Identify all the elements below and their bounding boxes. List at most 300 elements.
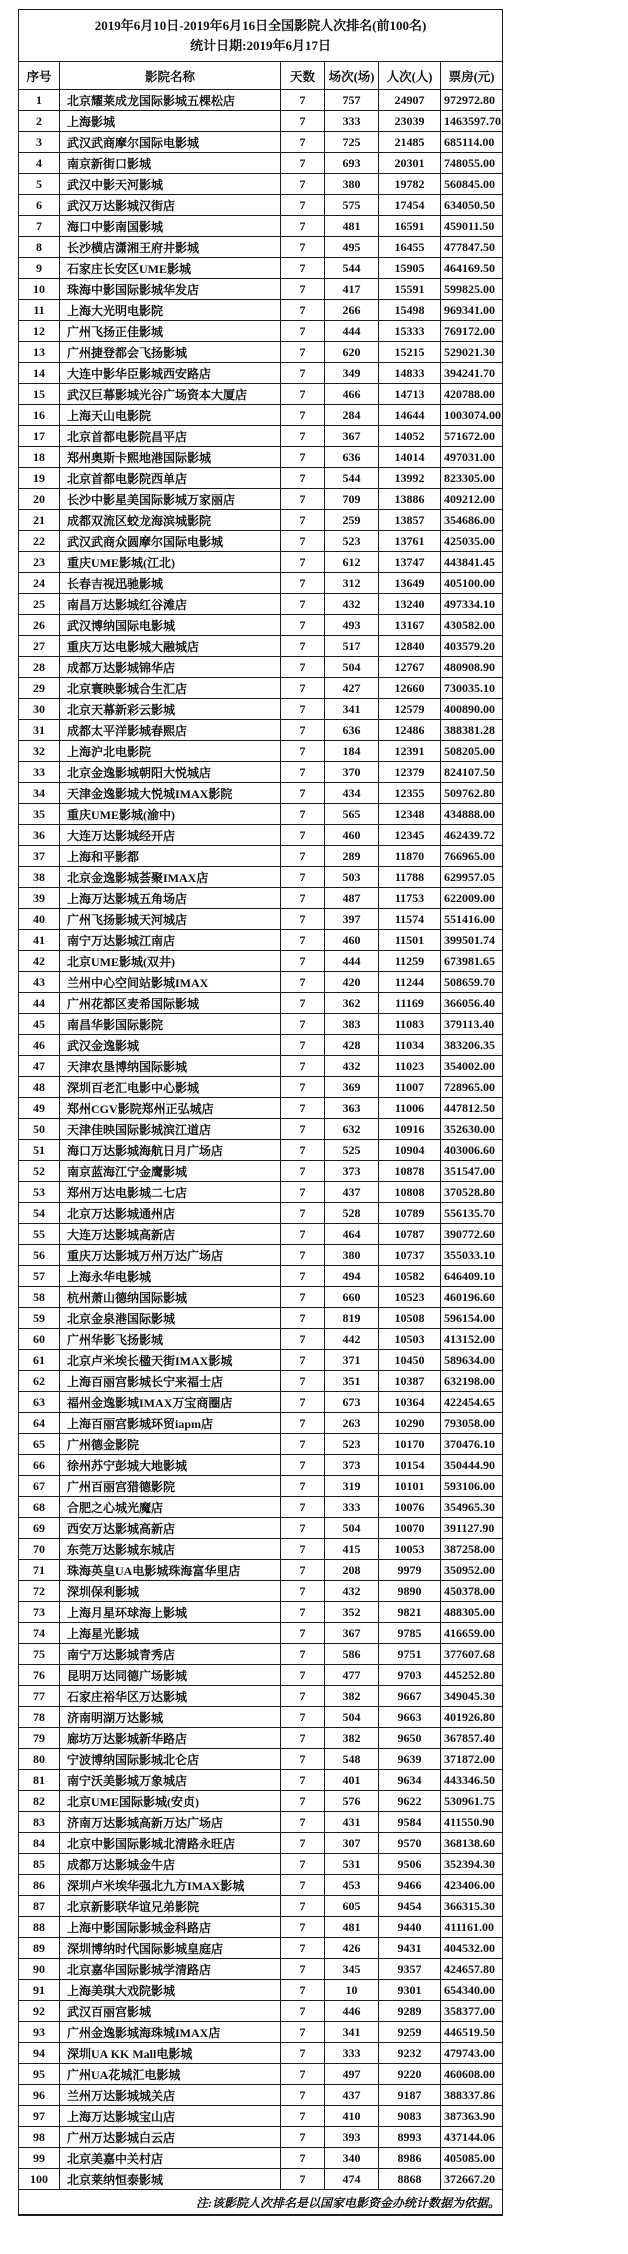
cell-sessions: 431 bbox=[325, 1812, 379, 1833]
cell-name: 广州德金影院 bbox=[60, 1434, 281, 1455]
header-cinema-name: 影院名称 bbox=[60, 62, 281, 90]
table-row bbox=[19, 1203, 503, 1224]
cell-sessions: 426 bbox=[325, 1938, 379, 1959]
cell-boxoffice: 972972.80 bbox=[441, 90, 503, 111]
cell-attendance: 9890 bbox=[379, 1581, 441, 1602]
cell-boxoffice: 460608.00 bbox=[441, 2064, 503, 2085]
cell-rank: 69 bbox=[19, 1518, 60, 1539]
cell-name: 成都太平洋影城春熙店 bbox=[60, 720, 281, 741]
cell-days: 7 bbox=[281, 1392, 325, 1413]
cell-days: 7 bbox=[281, 2106, 325, 2127]
cell-sessions: 477 bbox=[325, 1665, 379, 1686]
cell-boxoffice: 728965.00 bbox=[441, 1077, 503, 1098]
cell-name: 合肥之心城光魔店 bbox=[60, 1497, 281, 1518]
cell-days: 7 bbox=[281, 1203, 325, 1224]
cell-name: 北京万达影城通州店 bbox=[60, 1203, 281, 1224]
table-row bbox=[19, 1434, 503, 1455]
cell-days: 7 bbox=[281, 510, 325, 531]
table-row bbox=[19, 90, 503, 111]
cell-name: 成都双流区蛟龙海滨城影院 bbox=[60, 510, 281, 531]
cell-days: 7 bbox=[281, 1329, 325, 1350]
cell-attendance: 10508 bbox=[379, 1308, 441, 1329]
table-row bbox=[19, 1539, 503, 1560]
header-rank: 序号 bbox=[19, 62, 60, 90]
cell-rank: 41 bbox=[19, 930, 60, 951]
table-row bbox=[19, 2043, 503, 2064]
cell-boxoffice: 400890.00 bbox=[441, 699, 503, 720]
cell-days: 7 bbox=[281, 279, 325, 300]
cell-rank: 67 bbox=[19, 1476, 60, 1497]
table-row bbox=[19, 363, 503, 384]
cell-sessions: 620 bbox=[325, 342, 379, 363]
cell-name: 广州UA花城汇电影城 bbox=[60, 2064, 281, 2085]
cell-days: 7 bbox=[281, 804, 325, 825]
cell-name: 海口万达影城海航日月广场店 bbox=[60, 1140, 281, 1161]
cell-rank: 37 bbox=[19, 846, 60, 867]
cell-attendance: 12840 bbox=[379, 636, 441, 657]
cell-name: 北京美嘉中关村店 bbox=[60, 2148, 281, 2169]
cell-attendance: 10053 bbox=[379, 1539, 441, 1560]
cell-attendance: 10387 bbox=[379, 1371, 441, 1392]
cell-boxoffice: 387258.00 bbox=[441, 1539, 503, 1560]
cell-sessions: 531 bbox=[325, 1854, 379, 1875]
cell-sessions: 367 bbox=[325, 1623, 379, 1644]
cell-attendance: 12345 bbox=[379, 825, 441, 846]
cell-rank: 85 bbox=[19, 1854, 60, 1875]
cell-name: 郑州奥斯卡熙地港国际影城 bbox=[60, 447, 281, 468]
cell-attendance: 9650 bbox=[379, 1728, 441, 1749]
cell-rank: 95 bbox=[19, 2064, 60, 2085]
cell-sessions: 636 bbox=[325, 720, 379, 741]
cell-sessions: 410 bbox=[325, 2106, 379, 2127]
table-row bbox=[19, 846, 503, 867]
cell-sessions: 434 bbox=[325, 783, 379, 804]
cell-days: 7 bbox=[281, 909, 325, 930]
cell-boxoffice: 370476.10 bbox=[441, 1434, 503, 1455]
cell-days: 7 bbox=[281, 111, 325, 132]
cell-sessions: 312 bbox=[325, 573, 379, 594]
cell-attendance: 9454 bbox=[379, 1896, 441, 1917]
cell-rank: 88 bbox=[19, 1917, 60, 1938]
cell-sessions: 709 bbox=[325, 489, 379, 510]
cell-boxoffice: 634050.50 bbox=[441, 195, 503, 216]
cell-attendance: 9466 bbox=[379, 1875, 441, 1896]
cell-sessions: 432 bbox=[325, 1056, 379, 1077]
cell-attendance: 9232 bbox=[379, 2043, 441, 2064]
cell-days: 7 bbox=[281, 741, 325, 762]
cell-sessions: 525 bbox=[325, 1140, 379, 1161]
cell-boxoffice: 424657.80 bbox=[441, 1959, 503, 1980]
cell-rank: 76 bbox=[19, 1665, 60, 1686]
table-row bbox=[19, 216, 503, 237]
cell-name: 上海月星环球海上影城 bbox=[60, 1602, 281, 1623]
cell-name: 福州金逸影城IMAX万宝商圈店 bbox=[60, 1392, 281, 1413]
cell-boxoffice: 447812.50 bbox=[441, 1098, 503, 1119]
cell-attendance: 9083 bbox=[379, 2106, 441, 2127]
cell-rank: 30 bbox=[19, 699, 60, 720]
table-row bbox=[19, 783, 503, 804]
cell-name: 成都万达影城锦华店 bbox=[60, 657, 281, 678]
cell-days: 7 bbox=[281, 2043, 325, 2064]
cell-name: 北京中影国际影城北清路永旺店 bbox=[60, 1833, 281, 1854]
cell-boxoffice: 824107.50 bbox=[441, 762, 503, 783]
cell-attendance: 9357 bbox=[379, 1959, 441, 1980]
table-row bbox=[19, 573, 503, 594]
cell-days: 7 bbox=[281, 678, 325, 699]
cell-days: 7 bbox=[281, 1875, 325, 1896]
table-row bbox=[19, 1707, 503, 1728]
cell-attendance: 8868 bbox=[379, 2169, 441, 2190]
cell-rank: 61 bbox=[19, 1350, 60, 1371]
table-row bbox=[19, 1833, 503, 1854]
cell-attendance: 14644 bbox=[379, 405, 441, 426]
cell-rank: 15 bbox=[19, 384, 60, 405]
table-row bbox=[19, 426, 503, 447]
cell-name: 重庆万达影城万州万达广场店 bbox=[60, 1245, 281, 1266]
cell-days: 7 bbox=[281, 825, 325, 846]
cell-attendance: 11501 bbox=[379, 930, 441, 951]
cell-name: 南宁沃美影城万象城店 bbox=[60, 1770, 281, 1791]
header-days: 天数 bbox=[281, 62, 325, 90]
cell-rank: 90 bbox=[19, 1959, 60, 1980]
cell-name: 深圳百老汇电影中心影城 bbox=[60, 1077, 281, 1098]
cell-name: 广州飞扬正佳影城 bbox=[60, 321, 281, 342]
cell-days: 7 bbox=[281, 1539, 325, 1560]
cell-boxoffice: 1463597.70 bbox=[441, 111, 503, 132]
table-row bbox=[19, 237, 503, 258]
cell-boxoffice: 464169.50 bbox=[441, 258, 503, 279]
cell-sessions: 380 bbox=[325, 1245, 379, 1266]
cell-attendance: 9570 bbox=[379, 1833, 441, 1854]
cell-name: 上海大光明电影院 bbox=[60, 300, 281, 321]
cell-name: 上海中影国际影城金科路店 bbox=[60, 1917, 281, 1938]
table-row bbox=[19, 489, 503, 510]
cell-attendance: 9289 bbox=[379, 2001, 441, 2022]
cell-attendance: 12579 bbox=[379, 699, 441, 720]
cell-name: 广州百丽宫猎德影院 bbox=[60, 1476, 281, 1497]
cell-attendance: 10878 bbox=[379, 1161, 441, 1182]
cell-rank: 43 bbox=[19, 972, 60, 993]
cell-attendance: 12391 bbox=[379, 741, 441, 762]
cell-sessions: 632 bbox=[325, 1119, 379, 1140]
cell-name: 北京寰映影城合生汇店 bbox=[60, 678, 281, 699]
cell-name: 郑州万达电影城二七店 bbox=[60, 1182, 281, 1203]
table-body bbox=[19, 90, 503, 2190]
cell-attendance: 10070 bbox=[379, 1518, 441, 1539]
cell-sessions: 266 bbox=[325, 300, 379, 321]
table-row bbox=[19, 2127, 503, 2148]
cell-sessions: 345 bbox=[325, 1959, 379, 1980]
cell-boxoffice: 370528.80 bbox=[441, 1182, 503, 1203]
cell-attendance: 12660 bbox=[379, 678, 441, 699]
table-row bbox=[19, 1497, 503, 1518]
cell-boxoffice: 367857.40 bbox=[441, 1728, 503, 1749]
cell-name: 南昌华影国际影院 bbox=[60, 1014, 281, 1035]
cell-rank: 4 bbox=[19, 153, 60, 174]
cell-days: 7 bbox=[281, 531, 325, 552]
cell-days: 7 bbox=[281, 468, 325, 489]
table-row bbox=[19, 468, 503, 489]
cell-boxoffice: 459011.50 bbox=[441, 216, 503, 237]
cell-name: 深圳UA KK Mall电影城 bbox=[60, 2043, 281, 2064]
footer-row bbox=[19, 2190, 503, 2216]
cell-days: 7 bbox=[281, 1098, 325, 1119]
cell-boxoffice: 596154.00 bbox=[441, 1308, 503, 1329]
cell-days: 7 bbox=[281, 720, 325, 741]
table-row bbox=[19, 405, 503, 426]
cell-boxoffice: 349045.30 bbox=[441, 1686, 503, 1707]
cell-days: 7 bbox=[281, 174, 325, 195]
cell-name: 海口中影南国影城 bbox=[60, 216, 281, 237]
cell-sessions: 382 bbox=[325, 1728, 379, 1749]
cell-attendance: 9220 bbox=[379, 2064, 441, 2085]
cell-rank: 98 bbox=[19, 2127, 60, 2148]
cell-name: 武汉博纳国际电影城 bbox=[60, 615, 281, 636]
cell-name: 深圳博纳时代国际影城皇庭店 bbox=[60, 1938, 281, 1959]
cell-rank: 16 bbox=[19, 405, 60, 426]
cell-attendance: 17454 bbox=[379, 195, 441, 216]
cell-attendance: 10364 bbox=[379, 1392, 441, 1413]
cell-name: 济南万达影城高新万达广场店 bbox=[60, 1812, 281, 1833]
cell-boxoffice: 462439.72 bbox=[441, 825, 503, 846]
cell-rank: 82 bbox=[19, 1791, 60, 1812]
cell-name: 上海百丽宫影城环贸iapm店 bbox=[60, 1413, 281, 1434]
cell-attendance: 8986 bbox=[379, 2148, 441, 2169]
cell-sessions: 349 bbox=[325, 363, 379, 384]
cell-attendance: 16455 bbox=[379, 237, 441, 258]
cell-boxoffice: 654340.00 bbox=[441, 1980, 503, 2001]
table-row bbox=[19, 1308, 503, 1329]
cell-sessions: 333 bbox=[325, 1497, 379, 1518]
cell-sessions: 319 bbox=[325, 1476, 379, 1497]
cell-attendance: 10170 bbox=[379, 1434, 441, 1455]
cell-sessions: 369 bbox=[325, 1077, 379, 1098]
table-row bbox=[19, 447, 503, 468]
cell-attendance: 11753 bbox=[379, 888, 441, 909]
cell-attendance: 11007 bbox=[379, 1077, 441, 1098]
cell-rank: 44 bbox=[19, 993, 60, 1014]
cell-boxoffice: 443346.50 bbox=[441, 1770, 503, 1791]
title-line2: 统计日期:2019年6月17日 bbox=[190, 37, 331, 53]
cell-name: 深圳卢米埃华强北九方IMAX影城 bbox=[60, 1875, 281, 1896]
cell-rank: 65 bbox=[19, 1434, 60, 1455]
table-row bbox=[19, 1014, 503, 1035]
cell-name: 广州万达影城白云店 bbox=[60, 2127, 281, 2148]
cell-sessions: 340 bbox=[325, 2148, 379, 2169]
cell-boxoffice: 793058.00 bbox=[441, 1413, 503, 1434]
cell-attendance: 14052 bbox=[379, 426, 441, 447]
cell-sessions: 453 bbox=[325, 1875, 379, 1896]
cell-attendance: 9506 bbox=[379, 1854, 441, 1875]
cell-days: 7 bbox=[281, 846, 325, 867]
cell-boxoffice: 480908.90 bbox=[441, 657, 503, 678]
cell-rank: 36 bbox=[19, 825, 60, 846]
cell-rank: 22 bbox=[19, 531, 60, 552]
cell-days: 7 bbox=[281, 657, 325, 678]
table-row bbox=[19, 1623, 503, 1644]
cell-attendance: 15591 bbox=[379, 279, 441, 300]
cell-boxoffice: 593106.00 bbox=[441, 1476, 503, 1497]
cell-days: 7 bbox=[281, 1308, 325, 1329]
cell-name: 珠海英皇UA电影城珠海富华里店 bbox=[60, 1560, 281, 1581]
cell-rank: 77 bbox=[19, 1686, 60, 1707]
cell-attendance: 14713 bbox=[379, 384, 441, 405]
cell-sessions: 481 bbox=[325, 1917, 379, 1938]
cell-attendance: 11870 bbox=[379, 846, 441, 867]
cell-attendance: 12379 bbox=[379, 762, 441, 783]
cell-attendance: 9634 bbox=[379, 1770, 441, 1791]
cell-boxoffice: 599825.00 bbox=[441, 279, 503, 300]
table-row bbox=[19, 1413, 503, 1434]
cell-rank: 31 bbox=[19, 720, 60, 741]
cell-attendance: 9667 bbox=[379, 1686, 441, 1707]
cell-rank: 9 bbox=[19, 258, 60, 279]
cell-rank: 14 bbox=[19, 363, 60, 384]
cell-sessions: 351 bbox=[325, 1371, 379, 1392]
cell-sessions: 464 bbox=[325, 1224, 379, 1245]
cell-sessions: 289 bbox=[325, 846, 379, 867]
table-row bbox=[19, 552, 503, 573]
cell-days: 7 bbox=[281, 1665, 325, 1686]
cell-days: 7 bbox=[281, 384, 325, 405]
cell-days: 7 bbox=[281, 2064, 325, 2085]
cell-attendance: 10904 bbox=[379, 1140, 441, 1161]
cell-rank: 46 bbox=[19, 1035, 60, 1056]
cell-sessions: 528 bbox=[325, 1203, 379, 1224]
cell-attendance: 10523 bbox=[379, 1287, 441, 1308]
cell-attendance: 13747 bbox=[379, 552, 441, 573]
table-row bbox=[19, 594, 503, 615]
cell-sessions: 371 bbox=[325, 1350, 379, 1371]
cell-attendance: 10503 bbox=[379, 1329, 441, 1350]
table-row bbox=[19, 993, 503, 1014]
table-row bbox=[19, 258, 503, 279]
cell-sessions: 504 bbox=[325, 1518, 379, 1539]
cell-rank: 20 bbox=[19, 489, 60, 510]
table-row bbox=[19, 1812, 503, 1833]
cell-boxoffice: 354002.00 bbox=[441, 1056, 503, 1077]
cell-sessions: 444 bbox=[325, 951, 379, 972]
cell-days: 7 bbox=[281, 2001, 325, 2022]
table-row bbox=[19, 909, 503, 930]
table-row bbox=[19, 1602, 503, 1623]
cell-name: 武汉百丽宫影城 bbox=[60, 2001, 281, 2022]
cell-sessions: 341 bbox=[325, 2022, 379, 2043]
cell-rank: 32 bbox=[19, 741, 60, 762]
cell-boxoffice: 422454.65 bbox=[441, 1392, 503, 1413]
cell-sessions: 184 bbox=[325, 741, 379, 762]
cell-name: 成都万达影城金牛店 bbox=[60, 1854, 281, 1875]
cell-days: 7 bbox=[281, 762, 325, 783]
cell-name: 广州飞扬影城天河城店 bbox=[60, 909, 281, 930]
cell-name: 东莞万达影城东城店 bbox=[60, 1539, 281, 1560]
cell-attendance: 10582 bbox=[379, 1266, 441, 1287]
table-row bbox=[19, 1371, 503, 1392]
cell-sessions: 437 bbox=[325, 2085, 379, 2106]
cell-sessions: 373 bbox=[325, 1455, 379, 1476]
cell-attendance: 9663 bbox=[379, 1707, 441, 1728]
cell-sessions: 517 bbox=[325, 636, 379, 657]
cell-boxoffice: 571672.00 bbox=[441, 426, 503, 447]
cell-sessions: 370 bbox=[325, 762, 379, 783]
cell-boxoffice: 413152.00 bbox=[441, 1329, 503, 1350]
cell-rank: 55 bbox=[19, 1224, 60, 1245]
table-row bbox=[19, 1896, 503, 1917]
table-row bbox=[19, 2022, 503, 2043]
cell-attendance: 9622 bbox=[379, 1791, 441, 1812]
cell-name: 大连万达影城经开店 bbox=[60, 825, 281, 846]
cell-name: 重庆UME影城(江北) bbox=[60, 552, 281, 573]
cell-name: 广州花都区麦希国际影城 bbox=[60, 993, 281, 1014]
table-row bbox=[19, 1749, 503, 1770]
table-row bbox=[19, 1581, 503, 1602]
cell-name: 石家庄长安区UME影城 bbox=[60, 258, 281, 279]
cell-name: 济南明湖万达影城 bbox=[60, 1707, 281, 1728]
cell-rank: 81 bbox=[19, 1770, 60, 1791]
cell-rank: 51 bbox=[19, 1140, 60, 1161]
cell-attendance: 11259 bbox=[379, 951, 441, 972]
table-row bbox=[19, 342, 503, 363]
cell-attendance: 15333 bbox=[379, 321, 441, 342]
table-row bbox=[19, 1938, 503, 1959]
cell-sessions: 393 bbox=[325, 2127, 379, 2148]
cell-days: 7 bbox=[281, 195, 325, 216]
cell-days: 7 bbox=[281, 867, 325, 888]
cell-name: 廊坊万达影城新华路店 bbox=[60, 1728, 281, 1749]
cell-rank: 73 bbox=[19, 1602, 60, 1623]
table-row bbox=[19, 1161, 503, 1182]
cell-sessions: 307 bbox=[325, 1833, 379, 1854]
cell-name: 北京首都电影院西单店 bbox=[60, 468, 281, 489]
cell-attendance: 13992 bbox=[379, 468, 441, 489]
cell-name: 宁波博纳国际影城北仑店 bbox=[60, 1749, 281, 1770]
cell-days: 7 bbox=[281, 1497, 325, 1518]
cell-boxoffice: 358377.00 bbox=[441, 2001, 503, 2022]
cell-days: 7 bbox=[281, 1854, 325, 1875]
cell-rank: 42 bbox=[19, 951, 60, 972]
cell-name: 北京莱纳恒泰影城 bbox=[60, 2169, 281, 2190]
cell-days: 7 bbox=[281, 1476, 325, 1497]
cell-attendance: 11083 bbox=[379, 1014, 441, 1035]
cell-boxoffice: 416659.00 bbox=[441, 1623, 503, 1644]
cell-name: 武汉武商摩尔国际电影城 bbox=[60, 132, 281, 153]
cell-sessions: 494 bbox=[325, 1266, 379, 1287]
cell-boxoffice: 530961.75 bbox=[441, 1791, 503, 1812]
cell-name: 兰州中心空间站影城IMAX bbox=[60, 972, 281, 993]
cell-rank: 13 bbox=[19, 342, 60, 363]
cell-boxoffice: 622009.00 bbox=[441, 888, 503, 909]
cell-sessions: 544 bbox=[325, 258, 379, 279]
cell-rank: 57 bbox=[19, 1266, 60, 1287]
cell-days: 7 bbox=[281, 2022, 325, 2043]
table-row bbox=[19, 279, 503, 300]
table-row bbox=[19, 1266, 503, 1287]
cell-rank: 80 bbox=[19, 1749, 60, 1770]
cell-rank: 40 bbox=[19, 909, 60, 930]
cell-attendance: 9187 bbox=[379, 2085, 441, 2106]
table-row bbox=[19, 1854, 503, 1875]
title-row bbox=[19, 10, 503, 62]
table-row bbox=[19, 720, 503, 741]
cell-rank: 18 bbox=[19, 447, 60, 468]
table-row bbox=[19, 132, 503, 153]
cell-rank: 62 bbox=[19, 1371, 60, 1392]
cell-name: 上海沪北电影院 bbox=[60, 741, 281, 762]
cell-attendance: 13167 bbox=[379, 615, 441, 636]
cell-days: 7 bbox=[281, 1728, 325, 1749]
cell-attendance: 9431 bbox=[379, 1938, 441, 1959]
cell-rank: 19 bbox=[19, 468, 60, 489]
